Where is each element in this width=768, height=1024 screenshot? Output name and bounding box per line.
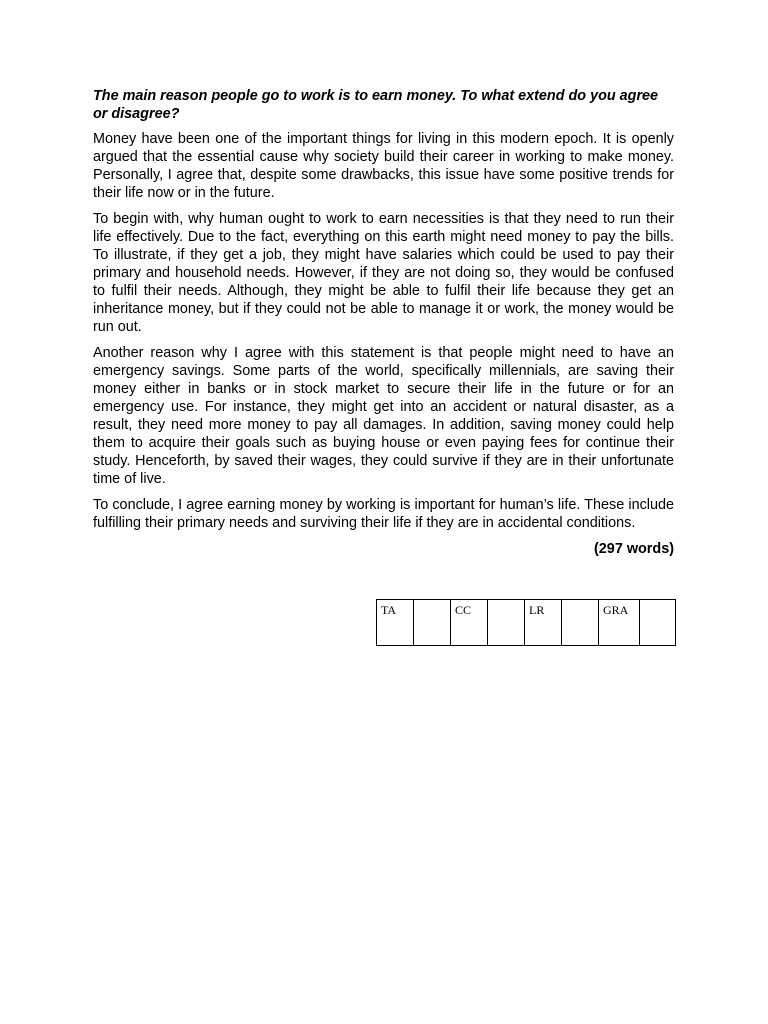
- word-count: (297 words): [594, 541, 674, 557]
- essay-paragraph-body-1: To begin with, why human ought to work to earn necessities is that they need to run their life effectively. Due to the fact, everything on this earth might need money to pay the bills. To illustrate, if they get a job, they might have salaries which could be used to pay their primary and household needs. However, if they are not doing so, they would be confused to fulfil their needs. Although, they might be able to fulfil their life because they get an inheritance money, but if they could not be able to manage it or work, the money would be run out.: [93, 211, 674, 335]
- score-value-gra: [640, 600, 676, 646]
- score-value-ta: [414, 600, 451, 646]
- essay-paragraph-intro: Money have been one of the important things for living in this modern epoch. It is openly argued that the essential cause why society build their career in working to make money. Personally, I agree that, despite some drawbacks, this issue have some positive trends for their life now or in the future.: [93, 131, 674, 201]
- score-value-cc: [488, 600, 525, 646]
- score-label-ta: TA: [377, 600, 414, 646]
- score-label-gra: GRA: [599, 600, 640, 646]
- score-table: [376, 599, 676, 646]
- score-value-lr: [562, 600, 599, 646]
- score-label-cc: CC: [451, 600, 488, 646]
- essay-prompt: The main reason people go to work is to earn money. To what extend do you agree or disagree?: [93, 88, 659, 122]
- essay-page: [93, 87, 674, 562]
- essay-paragraph-body-2: Another reason why I agree with this statement is that people might need to have an emergency savings. Some parts of the world, specifically millennials, are saving their money either in banks or in stock market to secure their life in the future or for an emergency use. For instance, they might get into an accident or natural disaster, as a result, they need more money to pay all damages. In addition, saving money could help them to acquire their goals such as buying house or even paying fees for continue their study. Henceforth, by saved their wages, they could survive if they are in their unfortunate time of live.: [93, 345, 674, 487]
- score-label-lr: LR: [525, 600, 562, 646]
- essay-paragraph-conclusion: To conclude, I agree earning money by working is important for human’s life. These include fulfilling their primary needs and surviving their life if they are in accidental conditions.: [93, 497, 674, 531]
- score-table-row: [377, 600, 676, 646]
